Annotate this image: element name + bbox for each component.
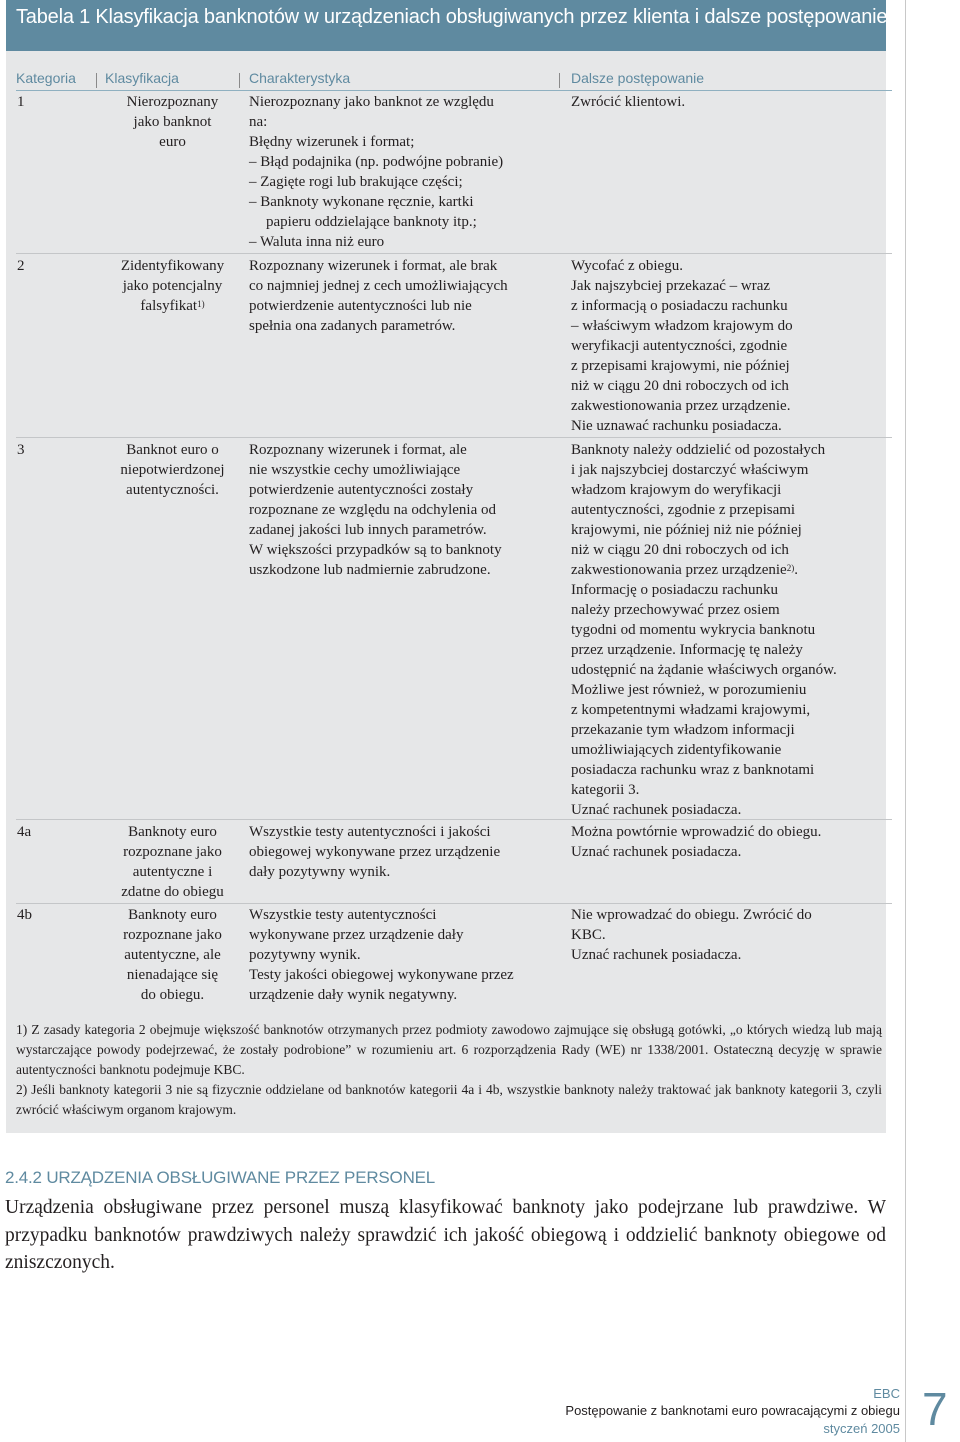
row-2-klasyfikacja-line: Zidentyfikowany	[120, 258, 225, 274]
row-2-post-line: Wycofać z obiegu.	[571, 258, 683, 274]
row-4a-post-line: Można powtórnie wprowadzić do obiegu.	[571, 824, 822, 840]
row-3-post-line: władzom krajowym do weryfikacji	[571, 482, 782, 498]
footnote-ref-1: 1)	[197, 299, 205, 309]
row-4a-kategoria: 4a	[17, 824, 32, 840]
row-3-klasyfikacja-line: Banknot euro o	[126, 442, 219, 458]
row-2-char-line: Rozpoznany wizerunek i format, ale brak	[249, 258, 498, 274]
margin-rule	[905, 0, 906, 1442]
row-4b-klasyfikacja-line: rozpoznane jako	[123, 927, 222, 943]
row-4a-charakterystyka	[249, 822, 561, 882]
row-2-klasyfikacja-text: falsyfikat	[140, 298, 198, 314]
row-divider	[16, 903, 892, 904]
row-1-klasyfikacja-line: Nierozpoznany	[126, 94, 219, 110]
row-3-post-line: posiadacza rachunku wraz z banknotami	[571, 762, 815, 778]
row-4b-postepowanie	[571, 905, 889, 965]
row-1-char-list-item-cont: papieru oddzielające banknoty itp.;	[266, 214, 477, 230]
row-3-char-line: Rozpoznany wizerunek i format, ale	[249, 442, 467, 458]
row-3-post-period: .	[794, 562, 798, 578]
row-3-post-line: niż w ciągu 20 dni roboczych od ich	[571, 542, 789, 558]
row-4a-klasyfikacja-line: autentyczne i	[132, 864, 213, 880]
table-title: Tabela 1 Klasyfikacja banknotów w urządzeniach obsługiwanych przez klienta i dalsze postępowanie	[16, 6, 888, 28]
row-4a-char-line: obiegowej wykonywane przez urządzenie	[249, 844, 501, 860]
row-4b-klasyfikacja	[105, 905, 240, 1005]
row-3-post-line: umożliwiających zidentyfikowanie	[571, 742, 782, 758]
row-divider	[16, 253, 892, 254]
row-1-kategoria: 1	[17, 94, 25, 110]
row-3-char-line: rozpoznane ze względu na odchylenia od	[249, 502, 496, 518]
row-1-klasyfikacja-line: jako banknot	[133, 114, 212, 130]
row-1-char-list-item: – Waluta inna niż euro	[249, 234, 385, 250]
header-separator	[559, 73, 560, 88]
table-title-band	[6, 0, 886, 51]
row-2-char-line: spełnia ona zadanych parametrów.	[249, 318, 456, 334]
header-postepowanie: Dalsze postępowanie	[571, 70, 705, 86]
page-number: 7	[922, 1383, 948, 1435]
row-3-post-line: krajowymi, nie później niż nie później	[571, 522, 802, 538]
row-3-post-text: zakwestionowania przez urządzenie	[571, 562, 787, 578]
footer-publication-title: Postępowanie z banknotami euro powracającymi z obiegu	[565, 1403, 900, 1418]
row-1-post-line: Zwrócić klientowi.	[571, 94, 686, 110]
footnote-2: 2) Jeśli banknoty kategorii 3 nie są fizycznie oddzielane od banknotów kategorii 4a i 4b, wszystkie banknoty należy traktować jak banknoty kategorii 3, czyli zwrócić właściwym organom krajowym.	[16, 1082, 882, 1117]
footer-date: styczeń 2005	[823, 1421, 900, 1436]
row-1-charakterystyka	[249, 92, 561, 252]
row-4b-klasyfikacja-line: nienadające się	[126, 967, 219, 983]
row-3-char-line: W większości przypadków są to banknoty	[249, 542, 502, 558]
row-4a-char-line: Wszystkie testy autentyczności i jakości	[249, 824, 491, 840]
row-3-char-line: potwierdzenie autentyczności zostały	[249, 482, 474, 498]
row-2-kategoria: 2	[17, 258, 25, 274]
row-2-post-line: Jak najszybciej przekazać – wraz	[571, 278, 771, 294]
row-4b-charakterystyka	[249, 905, 561, 1005]
section-heading: 2.4.2 URZĄDZENIA OBSŁUGIWANE PRZEZ PERSONEL	[5, 1168, 436, 1187]
row-3-klasyfikacja	[105, 440, 240, 500]
row-4a-klasyfikacja-line: Banknoty euro	[128, 824, 217, 840]
row-2-post-line: weryfikacji autentyczności, zgodnie	[571, 338, 788, 354]
row-divider	[16, 437, 892, 438]
row-2-post-line: z informacją o posiadaczu rachunku	[571, 298, 788, 314]
row-4a-klasyfikacja-line: rozpoznane jako	[123, 844, 222, 860]
row-1-char-line: Nierozpoznany jako banknot ze względu	[249, 94, 494, 110]
row-1-postepowanie	[571, 92, 889, 112]
table-footnotes	[16, 1020, 882, 1120]
row-3-char-line: nie wszystkie cechy umożliwiające	[249, 462, 461, 478]
row-3-charakterystyka	[249, 440, 561, 580]
row-4a-klasyfikacja-line: zdatne do obiegu	[121, 884, 224, 900]
row-4b-post-line: KBC.	[571, 927, 606, 943]
row-2-post-line: niż w ciągu 20 dni roboczych od ich	[571, 378, 789, 394]
row-4a-postepowanie	[571, 822, 889, 862]
row-3-post-line: przez urządzenie. Informację tę należy	[571, 642, 803, 658]
row-4a-klasyfikacja	[105, 822, 240, 902]
row-3-post-line: należy przechowywać przez osiem	[571, 602, 780, 618]
header-separator	[239, 73, 240, 88]
row-3-post-line: przekazanie tym władzom informacji	[571, 722, 795, 738]
row-4b-post-line: Nie wprowadzać do obiegu. Zwrócić do	[571, 907, 812, 923]
row-2-postepowanie	[571, 256, 889, 436]
table-1	[6, 0, 886, 1133]
row-4b-char-line: Testy jakości obiegowej wykonywane przez	[249, 967, 514, 983]
row-3-post-line: kategorii 3.	[571, 782, 640, 798]
row-3-post-line: Uznać rachunek posiadacza.	[571, 802, 742, 818]
row-4b-char-line: urządzenie dały wynik negatywny.	[249, 987, 458, 1003]
header-rule	[16, 90, 892, 91]
row-3-post-line	[571, 560, 889, 580]
row-4b-char-line: wykonywane przez urządzenie dały	[249, 927, 464, 943]
row-3-post-line: Możliwe jest również, w porozumieniu	[571, 682, 807, 698]
row-1-char-line: na:	[249, 114, 268, 130]
row-2-char-line: potwierdzenie autentyczności lub nie	[249, 298, 472, 314]
header-charakterystyka: Charakterystyka	[249, 70, 351, 86]
row-3-kategoria: 3	[17, 442, 25, 458]
row-4b-klasyfikacja-line: do obiegu.	[140, 987, 205, 1003]
section-body: Urządzenia obsługiwane przez personel muszą klasyfikować banknoty jako podejrzane lub prawdziwe. W przypadku banknotów prawdziwych należy sprawdzić ich jakość obiegową i oddzielić banknoty obiegowe od zniszczonych.	[5, 1197, 886, 1273]
row-3-char-line: uszkodzone lub nadmiernie zabrudzone.	[249, 562, 491, 578]
row-2-charakterystyka	[249, 256, 561, 336]
header-klasyfikacja: Klasyfikacja	[105, 70, 179, 86]
row-2-post-line: – właściwym władzom krajowym do	[571, 318, 793, 334]
row-4b-char-line: pozytywny wynik.	[249, 947, 361, 963]
row-3-postepowanie	[571, 440, 889, 820]
row-1-char-list-item: – Banknoty wykonane ręcznie, kartki	[249, 194, 474, 210]
row-2-post-line: zakwestionowania przez urządzenie.	[571, 398, 791, 414]
row-1-klasyfikacja	[105, 92, 240, 152]
row-2-klasyfikacja	[105, 256, 240, 316]
row-3-post-line: Banknoty należy oddzielić od pozostałych	[571, 442, 826, 458]
row-3-post-line: i jak najszybciej dostarczyć właściwym	[571, 462, 809, 478]
row-3-post-line: Informację o posiadaczu rachunku	[571, 582, 778, 598]
row-2-post-line: Nie uznawać rachunku posiadacza.	[571, 418, 782, 434]
row-1-klasyfikacja-line: euro	[159, 134, 186, 150]
row-3-post-line: z kompetentnymi władzami krajowymi,	[571, 702, 811, 718]
row-4a-post-line: Uznać rachunek posiadacza.	[571, 844, 742, 860]
row-3-post-line: udostępnić na żądanie właściwych organów.	[571, 662, 837, 678]
row-4b-klasyfikacja-line: autentyczne, ale	[124, 947, 221, 963]
row-4a-char-line: dały pozytywny wynik.	[249, 864, 391, 880]
row-2-post-line: z przepisami krajowymi, nie później	[571, 358, 790, 374]
row-divider	[16, 819, 892, 820]
header-kategoria: Kategoria	[16, 70, 76, 86]
row-3-klasyfikacja-line: autentyczności.	[126, 482, 219, 498]
row-4b-kategoria: 4b	[17, 907, 32, 923]
row-2-char-line: co najmniej jednej z cech umożliwiających	[249, 278, 508, 294]
row-3-klasyfikacja-line: niepotwierdzonej	[120, 462, 225, 478]
row-1-char-list-item: – Błąd podajnika (np. podwójne pobranie)	[249, 154, 504, 170]
row-3-post-line: autentyczności, zgodnie z przepisami	[571, 502, 796, 518]
row-4b-post-line: Uznać rachunek posiadacza.	[571, 947, 742, 963]
row-2-klasyfikacja-line: jako potencjalny	[122, 278, 223, 294]
row-4b-klasyfikacja-line: Banknoty euro	[128, 907, 217, 923]
row-4b-char-line: Wszystkie testy autentyczności	[249, 907, 437, 923]
row-1-char-list-item: – Zagięte rogi lub brakujące części;	[249, 174, 463, 190]
row-3-char-line: zadanej jakości lub innych parametrów.	[249, 522, 487, 538]
row-2-klasyfikacja-line	[105, 296, 240, 316]
footnote-ref-2: 2)	[786, 563, 795, 573]
row-1-char-line: Błędny wizerunek i format;	[249, 134, 415, 150]
header-separator	[96, 73, 97, 88]
footnote-1: 1) Z zasady kategoria 2 obejmuje większość banknotów otrzymanych przez podmioty zawodowo zajmujące się obsługą gotówki, „o których wiedzą lub mają wystarczające powody podejrzewać, że zostały podrobione” w rozumieniu art. 6 rozporządzenia Rady (WE) nr 1338/2001. Ostateczną decyzję w sprawie autentyczności banknotu podejmuje KBC.	[16, 1022, 882, 1077]
footer-org: EBC	[873, 1386, 900, 1401]
row-3-post-line: tygodni od momentu wykrycia banknotu	[571, 622, 816, 638]
